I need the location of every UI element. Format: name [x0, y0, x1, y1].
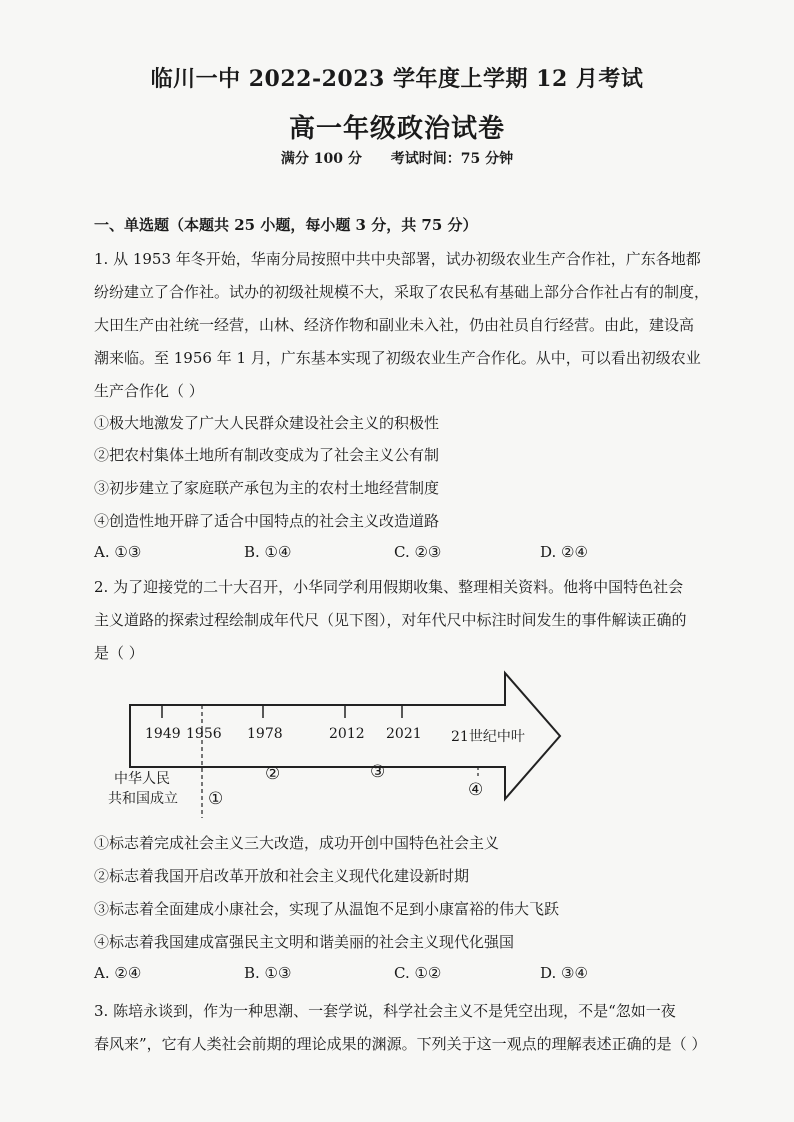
q2-option-b[interactable]: B. ①③: [244, 964, 292, 982]
exam-time: 考试时间：75 分钟: [390, 151, 514, 167]
q2-item: ④标志着我国建成富强民主文明和谐美丽的社会主义现代化强国: [94, 933, 515, 951]
timeline-year: 1956: [186, 726, 222, 742]
q2-option-d[interactable]: D. ③④: [540, 964, 588, 982]
q1-option-b[interactable]: B. ①④: [244, 543, 292, 561]
q3-line: 3. 陈培永谈到，作为一种思潮、一套学说，科学社会主义不是凭空出现，不是“忽如一夜: [94, 1002, 676, 1020]
timeline-diagram: [100, 668, 580, 818]
q2-item: ①标志着完成社会主义三大改造，成功开创中国特色社会主义: [94, 834, 500, 852]
q3-line: 春风来”，它有人类社会前期的理论成果的渊源。下列关于这一观点的理解表述正确的是（ ）: [94, 1035, 707, 1053]
q1-option-d[interactable]: D. ②④: [540, 543, 588, 561]
timeline-mark: ②: [265, 764, 281, 784]
q1-line: 1. 从 1953 年冬开始，华南分局按照中共中央部署，试办初级农业生产合作社，广东各地都: [94, 250, 701, 268]
exam-title: 临川一中 2022-2023 学年度上学期 12 月考试: [150, 66, 644, 92]
q1-option-c[interactable]: C. ②③: [394, 543, 442, 561]
timeline-year: 1949: [145, 726, 181, 742]
q2-option-a[interactable]: A. ②④: [94, 964, 142, 982]
q2-item: ③标志着全面建成小康社会，实现了从温饱不足到小康富裕的伟大飞跃: [94, 900, 560, 918]
exam-meta: [0, 148, 794, 168]
full-marks: 满分 100 分: [280, 151, 362, 167]
exam-subtitle: 高一年级政治试卷: [288, 114, 505, 144]
timeline-year: 1978: [247, 726, 283, 742]
timeline-year: 21世纪中叶: [451, 729, 525, 745]
q1-item: ③初步建立了家庭联产承包为主的农村土地经营制度: [94, 479, 440, 497]
q2-option-c[interactable]: C. ①②: [394, 964, 442, 982]
founding-label: 共和国成立: [108, 791, 178, 807]
q1-line: 潮来临。至 1956 年 1 月，广东基本实现了初级农业生产合作化。从中，可以看出初级农业: [94, 349, 701, 367]
q2-line: 主义道路的探索过程绘制成年代尺（见下图），对年代尺中标注时间发生的事件解读正确的: [94, 611, 687, 629]
q1-item: ②把农村集体土地所有制改变成为了社会主义公有制: [94, 446, 440, 464]
q1-line: 纷纷建立了合作社。试办的初级社规模不大，采取了农民私有基础上部分合作社占有的制度，: [94, 283, 710, 301]
q1-line: 大田生产由社统一经营，山林、经济作物和副业未入社，仍由社员自行经营。由此，建设高: [94, 316, 695, 334]
q1-line: 生产合作化（ ）: [94, 382, 204, 400]
timeline-mark: ④: [468, 780, 484, 800]
q1-item: ④创造性地开辟了适合中国特点的社会主义改造道路: [94, 512, 440, 530]
q2-item: ②标志着我国开启改革开放和社会主义现代化建设新时期: [94, 867, 470, 885]
founding-label: 中华人民: [114, 771, 170, 787]
timeline-year: 2021: [386, 726, 422, 742]
q1-item: ①极大地激发了广大人民群众建设社会主义的积极性: [94, 414, 440, 432]
timeline-year: 2012: [329, 726, 365, 742]
timeline-mark: ③: [370, 762, 386, 782]
q1-option-a[interactable]: A. ①③: [94, 543, 142, 561]
q2-line: 是（ ）: [94, 644, 144, 662]
timeline-mark: ①: [208, 789, 224, 809]
q2-line: 2. 为了迎接党的二十大召开，小华同学利用假期收集、整理相关资料。他将中国特色社会: [94, 578, 684, 596]
section-heading: 一、单选题（本题共 25 小题，每小题 3 分，共 75 分）: [94, 216, 478, 234]
